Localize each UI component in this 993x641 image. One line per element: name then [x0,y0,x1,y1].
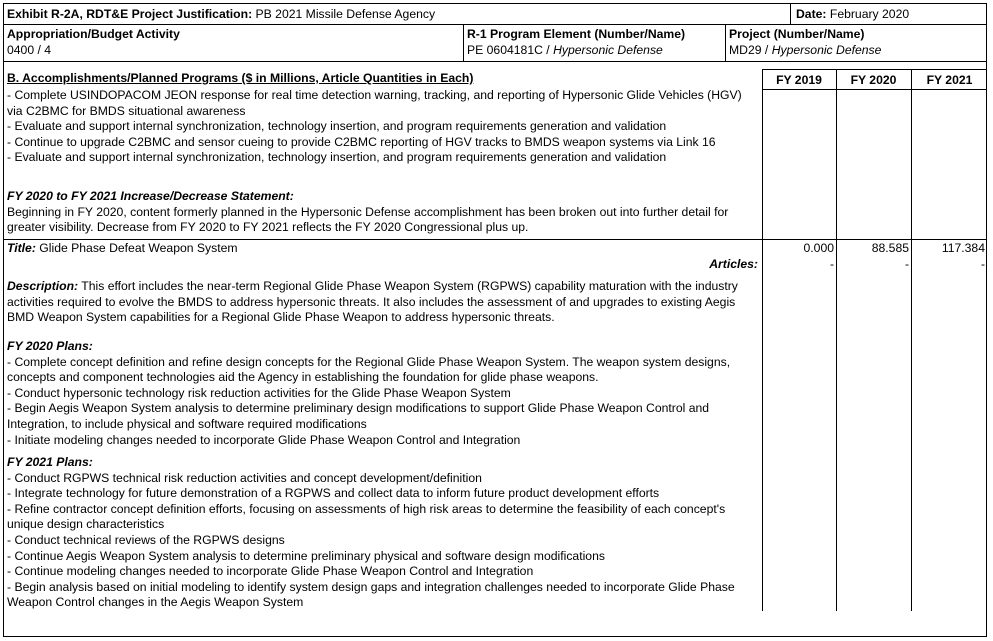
fy2021-plans-heading: FY 2021 Plans: [7,455,93,469]
list-item: - Conduct technical reviews of the RGPWS designs [7,532,285,547]
fy2020-plans [7,339,759,448]
statement-text: Beginning in FY 2020, content formerly planned in the Hypersonic Defense accomplishment has been broken out into further detail for greater visibility. Decrease from FY 2020 to FY 2021 reflects the FY 2020 Congressional plus up. [7,204,729,235]
list-item: - Conduct hypersonic technology risk reduction activities for the Glide Phase Weapon System [7,385,511,400]
fy2020-header: FY 2020 [850,73,897,87]
list-item: - Continue to upgrade C2BMC and sensor cueing to provide C2BMC reporting of HGV tracks to BMDS weapon systems via Link 16 [7,134,716,149]
list-item: - Evaluate and support internal synchronization, technology insertion, and program requirements generation and validation [7,119,667,134]
list-item: - Continue modeling changes needed to incorporate Glide Phase Weapon Control and Integration [7,564,534,579]
list-item: - Initiate modeling changes needed to incorporate Glide Phase Weapon Control and Integration [7,432,521,447]
fy2020-plans-heading: FY 2020 Plans: [7,339,93,353]
increase-decrease-statement [7,189,759,236]
fy2021-header: FY 2021 [926,73,973,87]
list-item: - Continue Aegis Weapon System analysis to determine preliminary physical and software design modifications [7,548,605,563]
list-item: - Integrate technology for future demonstration of a RGPWS and collect data to inform future product development efforts [7,486,660,501]
fy2020-value: 88.585 [871,241,909,255]
program-element-value: PE 0604181C / Hypersonic Defense [467,43,663,57]
articles-label: Articles: [709,257,758,271]
list-item: - Complete concept definition and refine design concepts for the Regional Glide Phase Weapon System. The weapon system designs, concepts and component technologies aid the Agency in establishing the foundation for glide phase weapons. [7,354,731,385]
appropriation-label: Appropriation/Budget Activity [7,27,180,41]
appropriation-value: 0400 / 4 [7,43,52,57]
effort-description: Description: This effort includes the near-term Regional Glide Phase Weapon System (RGPWS) capability maturation with the industry activities required to evolve the BMDS to address hypersonic threats. It also includes the assessment of and upgrades to existing Aegis BMD Weapon System capabilities for a Regional Glide Phase Weapon to address hypersonic threats. [7,279,738,325]
fy2021-value: 117.384 [941,241,985,255]
section-title: B. Accomplishments/Planned Programs ($ in Millions, Article Quantities in Each) [7,71,474,85]
exhibit-frame [3,3,987,637]
project-label: Project (Number/Name) [729,27,865,41]
fy2021-articles: - [980,257,985,271]
report-date: Date: February 2020 [796,7,910,21]
list-item: - Complete USINDOPACOM JEON response for real time detection warning, tracking, and reporting of Hypersonic Glide Vehicles (HGV) via C2BMC for BMDS situational awareness [7,88,742,118]
list-item: - Refine contractor concept definition efforts, focusing on assessments of high risk areas to determine the feasibility of each concept's unique design characteristics [7,501,726,532]
fy2020-articles: - [904,257,909,271]
fy2019-header: FY 2019 [776,73,822,87]
list-item: - Conduct RGPWS technical risk reduction activities and concept development/definition [7,470,482,485]
prior-accomplishments [7,88,759,166]
effort-title: Title: Glide Phase Defeat Weapon System [7,241,238,255]
fy2019-articles: - [829,257,834,271]
fy2021-plans [7,455,759,611]
statement-heading: FY 2020 to FY 2021 Increase/Decrease Statement: [7,189,294,203]
fy2019-value: 0.000 [803,241,834,255]
list-item: - Begin analysis based on initial modeling to identify system design gaps and integration challenges needed to incorporate Glide Phase Weapon Control changes in the Aegis Weapon System [7,579,735,610]
program-element-label: R-1 Program Element (Number/Name) [467,27,686,41]
list-item: - Evaluate and support internal synchronization, technology insertion, and program requirements generation and validation [7,150,667,165]
project-value: MD29 / Hypersonic Defense [729,43,882,57]
exhibit-title: Exhibit R-2A, RDT&E Project Justification: PB 2021 Missile Defense Agency [7,7,436,21]
list-item: - Begin Aegis Weapon System analysis to determine preliminary design modifications to support Glide Phase Weapon Control and Integration, to include physical and software required modifications [7,401,710,431]
